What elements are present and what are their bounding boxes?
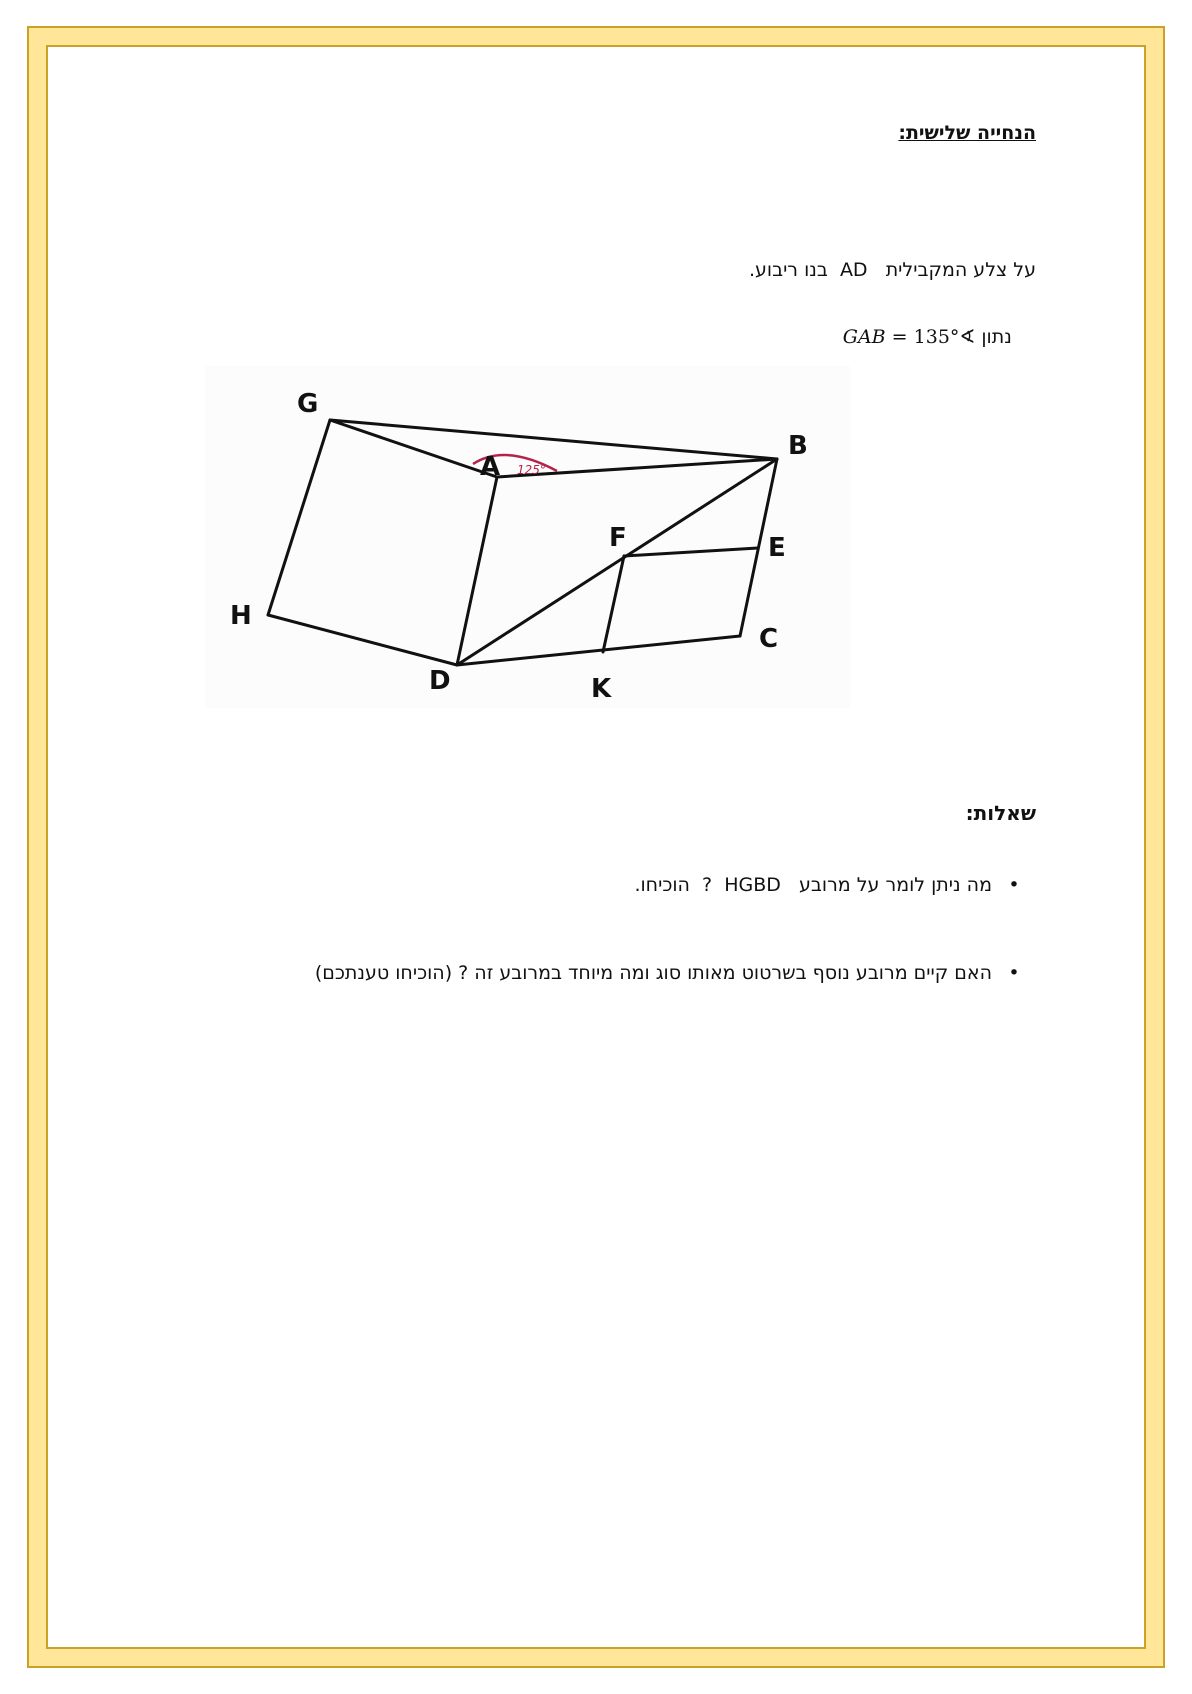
question-text: האם קיים מרובע נוסף בשרטוט מאותו סוג ומה מיוחד במרובע זה ? (הוכיחו טענתכם) [314,962,992,984]
label-A: A [480,452,501,482]
label-E: E [768,533,786,563]
question-item [315,962,1036,984]
segment-HD [268,615,457,665]
segment-AD [457,477,497,665]
segment-DB [457,459,777,665]
label-D: D [429,666,451,696]
label-B: B [788,431,808,461]
bullet-icon: • [1008,962,1020,984]
questions-title: שאלות: [965,801,1036,825]
given-expression [843,326,976,348]
geometry-figure [205,366,850,708]
label-G: G [297,389,319,419]
segment-GH [268,420,330,615]
label-H: H [230,601,252,631]
angle-label: 125° [517,463,546,477]
angle-vertices: GAB [842,326,886,348]
segment-GB [330,420,777,459]
given-line [843,304,1036,370]
page-heading: הנחייה שלישית: [898,122,1036,144]
segment-FE [624,548,758,556]
intro-line: על צלע המקבילית AD בנו ריבוע. [748,259,1036,281]
label-K: K [591,674,612,704]
question-text: מה ניתן לומר על מרובע HGBD ? הוכיחו. [634,874,992,896]
question-item [634,874,1036,896]
label-F: F [609,523,627,553]
segment-DC [457,636,740,665]
bullet-icon: • [1008,874,1020,896]
angle-symbol: ∢ [959,326,976,348]
given-prefix: נתון [975,326,1012,348]
label-C: C [759,624,779,654]
angle-value: = 135° [885,326,960,348]
geometry-drawing [205,366,850,708]
